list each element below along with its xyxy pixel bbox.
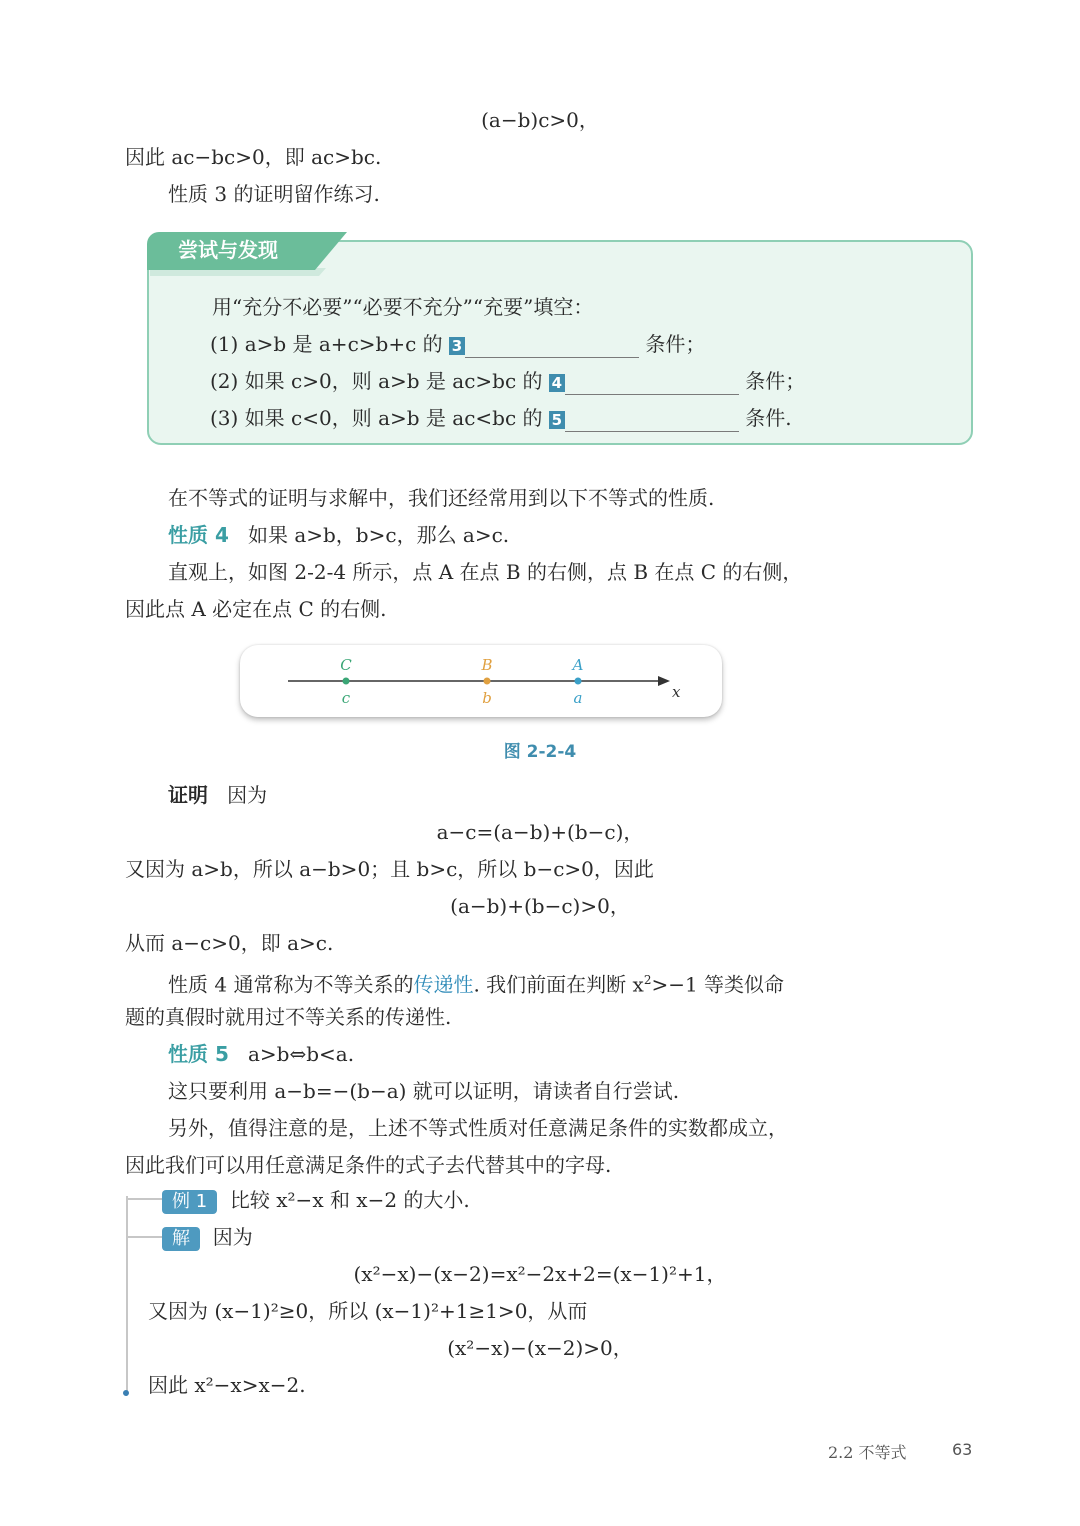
box-item-2 bbox=[210, 367, 805, 395]
footer-section: 2.2 不等式 bbox=[828, 1443, 907, 1462]
example-badge: 例 1 bbox=[162, 1190, 217, 1214]
superscript: 2 bbox=[643, 973, 652, 987]
point-label-A: A bbox=[572, 656, 584, 674]
solution-badge: 解 bbox=[162, 1227, 200, 1251]
property-4 bbox=[168, 521, 509, 549]
figure-caption: 图 2-2-4 bbox=[503, 742, 577, 762]
property-5 bbox=[168, 1040, 354, 1068]
axis-label: x bbox=[672, 683, 681, 701]
proof-start bbox=[168, 781, 267, 809]
proof-label: 证明 bbox=[168, 783, 208, 807]
paragraph bbox=[168, 966, 784, 999]
property-label: 性质 5 bbox=[168, 1042, 229, 1066]
text-line: 从而 a−c>0，即 a>c. bbox=[125, 931, 334, 955]
example-connector bbox=[126, 1236, 162, 1238]
paragraph: 直观上，如图 2-2-4 所示，点 A 在点 B 的右侧，点 B 在点 C 的右侧， bbox=[168, 560, 803, 584]
point-value-a: a bbox=[573, 689, 583, 707]
paragraph: 因此我们可以用任意满足条件的式子去代替其中的字母. bbox=[125, 1153, 612, 1177]
box-item-1 bbox=[210, 330, 705, 358]
equation: (a−b)c>0， bbox=[481, 108, 599, 132]
point-a bbox=[575, 678, 582, 685]
item-suffix: 条件； bbox=[745, 369, 806, 393]
point-b bbox=[484, 678, 491, 685]
answer-blank[interactable] bbox=[565, 372, 739, 395]
text-line: 又因为 (x−1)²≥0，所以 (x−1)²+1≥1>0，从而 bbox=[148, 1299, 588, 1323]
box-title: 尝试与发现 bbox=[178, 238, 278, 262]
equation: (x²−x)−(x−2)>0， bbox=[447, 1336, 633, 1360]
paragraph: 在不等式的证明与求解中，我们还经常用到以下不等式的性质. bbox=[168, 486, 715, 510]
point-c bbox=[343, 678, 350, 685]
text-line: 性质 3 的证明留作练习. bbox=[168, 182, 380, 206]
text-line: 因此 x²−x>x−2. bbox=[148, 1373, 306, 1397]
example-end-dot bbox=[123, 1390, 129, 1396]
box-intro: 用“充分不必要”“必要不充分”“充要”填空： bbox=[212, 295, 594, 319]
answer-blank[interactable] bbox=[465, 335, 639, 358]
example-rail bbox=[126, 1196, 128, 1392]
solution-start bbox=[162, 1223, 253, 1251]
box-item-3 bbox=[210, 404, 792, 432]
item-suffix: 条件； bbox=[645, 332, 706, 356]
text-span: 性质 4 通常称为不等关系的 bbox=[168, 972, 414, 997]
property-label: 性质 4 bbox=[168, 523, 229, 547]
point-value-c: c bbox=[341, 689, 351, 707]
axis-arrow bbox=[658, 676, 670, 686]
property-text: a>b⇔b<a. bbox=[247, 1042, 355, 1066]
paragraph: 另外，值得注意的是，上述不等式性质对任意满足条件的实数都成立， bbox=[168, 1116, 788, 1140]
equation: (x²−x)−(x−2)=x²−2x+2=(x−1)²+1， bbox=[353, 1262, 727, 1286]
page-number: 63 bbox=[952, 1440, 973, 1459]
text-span: >−1 等类似命 bbox=[651, 972, 785, 997]
text-line: 因此 ac−bc>0，即 ac>bc. bbox=[125, 145, 382, 169]
proof-because: 因为 bbox=[227, 783, 268, 807]
item-prefix: (1) a>b 是 a+c>b+c 的 bbox=[210, 332, 443, 356]
point-label-C: C bbox=[340, 656, 352, 674]
equation: (a−b)+(b−c)>0， bbox=[450, 894, 630, 918]
blank-number-badge: 5 bbox=[549, 411, 565, 429]
point-label-B: B bbox=[481, 656, 493, 674]
number-line-figure bbox=[240, 645, 722, 717]
number-line-svg bbox=[240, 645, 722, 717]
paragraph: 因此点 A 必定在点 C 的右侧. bbox=[125, 597, 387, 621]
blank-number-badge: 4 bbox=[549, 374, 565, 392]
point-value-b: b bbox=[482, 689, 492, 707]
solution-because: 因为 bbox=[212, 1225, 253, 1249]
answer-blank[interactable] bbox=[565, 409, 739, 432]
example-question bbox=[162, 1186, 470, 1214]
item-prefix: (3) 如果 c<0，则 a>b 是 ac<bc 的 bbox=[210, 406, 543, 430]
example-connector bbox=[126, 1198, 162, 1200]
paragraph: 题的真假时就用过不等关系的传递性. bbox=[125, 1005, 452, 1029]
text-line: 又因为 a>b，所以 a−b>0；且 b>c，所以 b−c>0，因此 bbox=[125, 857, 654, 881]
property-text: 如果 a>b，b>c，那么 a>c. bbox=[247, 523, 510, 547]
paragraph: 这只要利用 a−b=−(b−a) 就可以证明，请读者自行尝试. bbox=[168, 1079, 680, 1103]
equation: a−c=(a−b)+(b−c)， bbox=[436, 820, 644, 844]
term-transitivity: 传递性 bbox=[413, 972, 474, 997]
item-prefix: (2) 如果 c>0，则 a>b 是 ac>bc 的 bbox=[210, 369, 543, 393]
blank-number-badge: 3 bbox=[449, 337, 465, 355]
item-suffix: 条件. bbox=[745, 406, 792, 430]
text-span: . 我们前面在判断 x bbox=[473, 972, 644, 997]
question-text: 比较 x²−x 和 x−2 的大小. bbox=[229, 1188, 470, 1212]
